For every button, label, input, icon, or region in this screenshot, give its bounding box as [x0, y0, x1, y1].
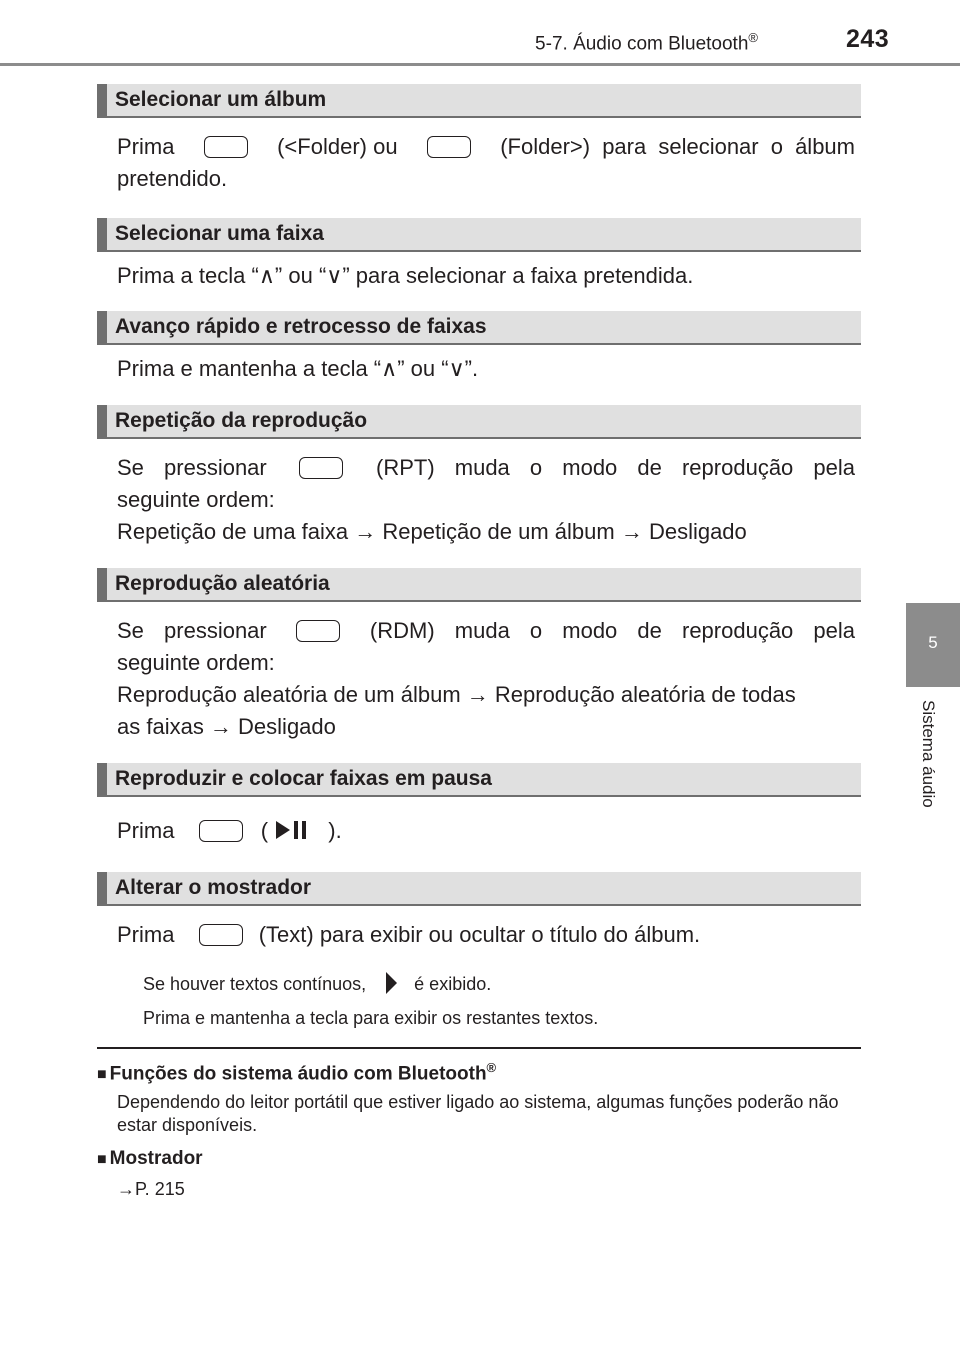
rounded-key-icon [199, 820, 243, 842]
display-note-hold: Prima e mantenha a tecla para exibir os restantes textos. [143, 1008, 599, 1028]
section-body-play-pause: Prima ( ). [117, 818, 342, 843]
section-body-select-album: Prima (<Folder) ou (Folder>) para selecionar o álbum pretendido. [117, 134, 855, 191]
section-heading-select-track: Selecionar uma faixa [97, 218, 861, 252]
rounded-key-icon [299, 457, 343, 479]
info-divider [97, 1047, 861, 1049]
section-heading-select-album: Selecionar um álbum [97, 84, 861, 118]
page-header [0, 0, 960, 66]
section-body-fast-forward: Prima e mantenha a tecla “∧” ou “∨”. [117, 356, 479, 381]
rounded-key-icon [427, 136, 471, 158]
section-body-random: Se pressionar (RDM) muda o modo de reprodução pela seguinte ordem: Reprodução aleatória de um álbum → Reprodução aleatória de todas as faixas → Desligado [117, 618, 855, 739]
continue-arrow-icon [383, 970, 399, 1001]
rounded-key-icon [204, 136, 248, 158]
info-body-bluetooth-functions: Dependendo do leitor portátil que estiver ligado ao sistema, algumas funções poderão não estar disponíveis. [117, 1092, 839, 1135]
section-heading-repeat: Repetição da reprodução [97, 405, 861, 439]
section-heading-fast-forward: Avanço rápido e retrocesso de faixas [97, 311, 861, 345]
display-note-continuous: Se houver textos contínuos, é exibido. [143, 970, 491, 1001]
page-number: 243 [846, 25, 890, 53]
section-body-repeat: Se pressionar (RPT) muda o modo de reprodução pela seguinte ordem: Repetição de uma faixa → Repetição de um álbum → Desligado [117, 455, 855, 544]
info-heading-display: ■ Mostrador [97, 1148, 203, 1169]
header-section-title: 5-7. Áudio com Bluetooth® [535, 30, 758, 55]
section-heading-play-pause: Reproduzir e colocar faixas em pausa [97, 763, 861, 797]
section-body-select-track: Prima a tecla “∧” ou “∨” para selecionar a faixa pretendida. [117, 263, 694, 288]
section-heading-random: Reprodução aleatória [97, 568, 861, 602]
info-heading-bluetooth-functions: ■ Funções do sistema áudio com Bluetooth® [97, 1060, 497, 1085]
chapter-tab [906, 603, 960, 687]
header-rule [0, 63, 960, 66]
chapter-label: Sistema áudio [919, 700, 938, 808]
play-pause-icon [274, 818, 310, 842]
section-body-change-display: Prima (Text) para exibir ou ocultar o título do álbum. [117, 922, 701, 947]
info-body-display-reference: →P. 215 [117, 1179, 185, 1199]
rounded-key-icon [199, 924, 243, 946]
rounded-key-icon [296, 620, 340, 642]
section-heading-change-display: Alterar o mostrador [97, 872, 861, 906]
chapter-number: 5 [928, 633, 938, 652]
